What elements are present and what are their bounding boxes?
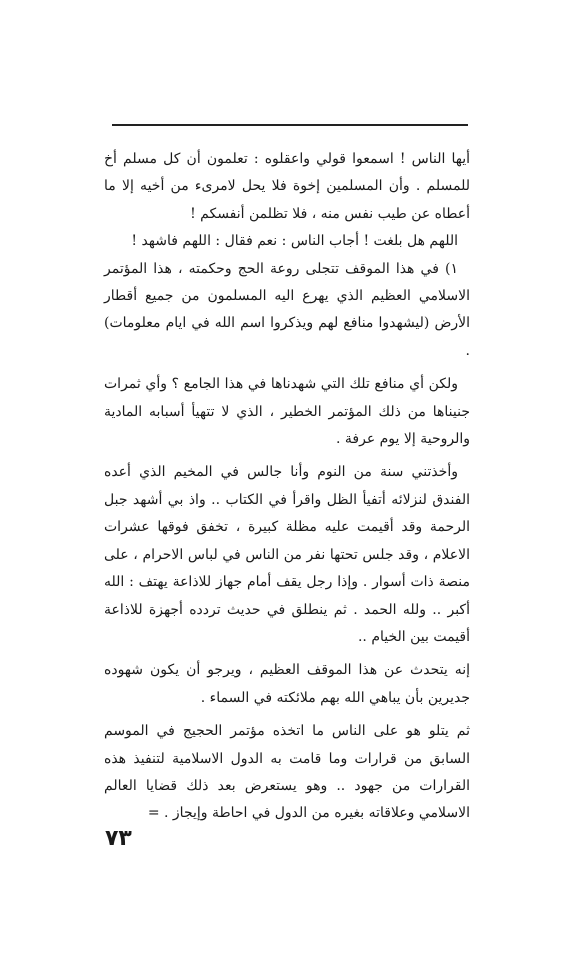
page-number: ٧٣ xyxy=(105,826,132,851)
paragraph: أيها الناس ! اسمعوا قولي واعقلوه : تعلمون أن كل مسلم أخ للمسلم . وأن المسلمين إخوة فلا يحل لامرىء من أخيه إلا ما أعطاه عن طيب نفس منه ، فلا تظلمن أنفسكم ! xyxy=(104,151,470,222)
paragraph: ولكن أي منافع تلك التي شهدناها في هذا الجامع ؟ وأي ثمرات جنيناها من ذلك المؤتمر الخطير ، الذي لا تتهيأ أسبابه المادية والروحية إلا يوم عرفة . xyxy=(104,376,470,448)
paragraph: وأخذتني سنة من النوم وأنا جالس في المخيم الذي أعده الفندق لنزلائه أتفيأ الظل واقرأ في الكتاب .. واذ بي أشهد جبل الرحمة وقد أقيمت عليه مظلة كبيرة ، تخفق فوقها عشرات الاعلام ، وقد جلس تحتها نفر من الناس في لباس الاحرام ، على منصة ذات أسوار . وإذا رجل يقف أمام جهاز للاذاعة يهتف : الله أكبر .. ولله الحمد . ثم ينطلق في حديث تردده أجهزة للاذاعة أقيمت بين الخيام .. xyxy=(104,464,470,645)
paragraph: إنه يتحدث عن هذا الموقف العظيم ، ويرجو أن يكون شهوده جديرين بأن يباهي الله بهم ملائكته في السماء . xyxy=(104,662,470,706)
paragraph: ثم يتلو هو على الناس ما اتخذه مؤتمر الحجيج في الموسم السابق من قرارات وما قامت به الدول الاسلامية لتنفيذ هذه القرارات من جهود .. وهو يستعرض بعد ذلك قضايا العالم الاسلامي وعلاقاته بغيره من الدول في احاطة وإيجاز . = xyxy=(104,723,470,822)
body-text xyxy=(104,146,470,828)
header-rule xyxy=(112,124,468,126)
paragraph: اللهم هل بلغت ! أجاب الناس : نعم فقال : اللهم فاشهد ! xyxy=(131,233,458,250)
paragraph: ١) في هذا الموقف تتجلى روعة الحج وحكمته ، هذا المؤتمر الاسلامي العظيم الذي يهرع اليه المسلمون من جميع أقطار الأرض (ليشهدوا منافع لهم ويذكروا اسم الله في ايام معلومات) . xyxy=(104,260,470,359)
